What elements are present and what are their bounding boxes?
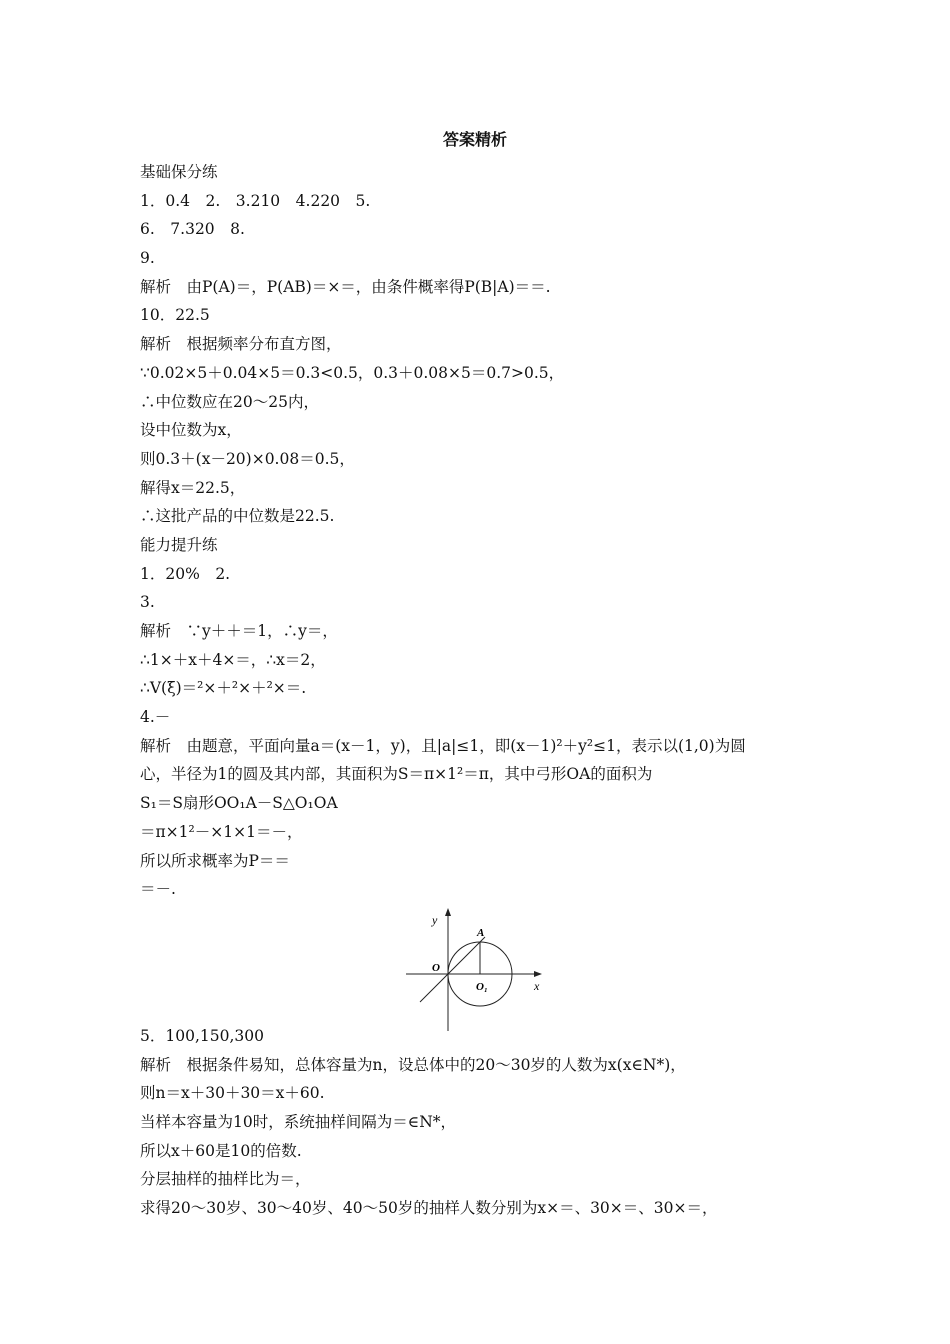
solution-line: 解析 由题意，平面向量a＝(x－1，y)，且|a|≤1，即(x－1)²＋y²≤1，表示以(1,0)为圆 bbox=[140, 736, 746, 755]
answer-line: 3. bbox=[140, 593, 155, 612]
answer-line: 6. 7.320 8. bbox=[140, 220, 245, 239]
solution-line: 则n＝x＋30＋30＝x＋60. bbox=[140, 1084, 325, 1103]
answer-line: 5．100,150,300 bbox=[140, 1027, 264, 1045]
solution-line: ∴1×＋x＋4×＝，∴x＝2， bbox=[140, 650, 326, 669]
solution-line: 所以所求概率为P＝＝ bbox=[140, 851, 290, 870]
y-axis-arrow bbox=[445, 908, 451, 916]
solution-line: 解析 根据频率分布直方图， bbox=[140, 335, 342, 354]
solution-line: ∴这批产品的中位数是22.5. bbox=[140, 507, 335, 526]
label-o1: O₁ bbox=[476, 980, 488, 993]
solution-line: ∴V(ξ)＝²×＋²×＋²×＝. bbox=[140, 679, 307, 698]
answer-block-1 bbox=[140, 158, 820, 1044]
section-heading-advanced: 能力提升练 bbox=[140, 535, 218, 554]
solution-line: ＝－. bbox=[140, 880, 176, 899]
section-heading-basic: 基础保分练 bbox=[140, 163, 218, 181]
answer-line: 1．20% 2. bbox=[140, 564, 231, 583]
solution-line: ＝π×1²－×1×1＝－， bbox=[140, 822, 303, 841]
answer-line: 4.－ bbox=[140, 708, 171, 727]
solution-line: 解析 根据条件易知，总体容量为n，设总体中的20～30岁的人数为x(x∈N*)， bbox=[140, 1055, 686, 1074]
solution-line: ∴中位数应在20～25内， bbox=[140, 392, 319, 411]
answer-line: 10．22.5 bbox=[140, 306, 210, 325]
x-axis-arrow bbox=[534, 971, 542, 977]
answer-block-2 bbox=[140, 1022, 820, 1223]
solution-line: 心，半径为1的圆及其内部，其面积为S＝π×1²＝π，其中弓形OA的面积为 bbox=[140, 765, 653, 784]
solution-line: 设中位数为x， bbox=[140, 421, 242, 440]
solution-line: 分层抽样的抽样比为＝， bbox=[140, 1170, 311, 1189]
label-x: x bbox=[534, 978, 540, 993]
answer-line: 9. bbox=[140, 249, 155, 268]
solution-line: 所以x＋60是10的倍数. bbox=[140, 1141, 302, 1160]
solution-line: 解析 由P(A)＝，P(AB)＝×＝，由条件概率得P(B|A)＝＝. bbox=[140, 277, 551, 296]
solution-line: 当样本容量为10时，系统抽样间隔为＝∈N*， bbox=[140, 1113, 457, 1132]
label-y: y bbox=[432, 912, 438, 927]
answer-line: 1．0.4 2. 3.210 4.220 5. bbox=[140, 191, 371, 210]
label-a: A bbox=[477, 926, 485, 939]
page-title: 答案精析 bbox=[442, 130, 507, 149]
solution-line: S₁＝S扇形OO₁A－S△O₁OA bbox=[140, 794, 338, 813]
solution-line: 解得x＝22.5， bbox=[140, 478, 246, 497]
solution-line: 解析 ∵y＋＋＝1，∴y＝， bbox=[140, 622, 338, 640]
circle-diagram bbox=[406, 906, 556, 1036]
solution-line: 则0.3＋(x－20)×0.08＝0.5， bbox=[140, 449, 355, 468]
label-o: O bbox=[432, 961, 440, 974]
solution-line: ∵0.02×5＋0.04×5＝0.3<0.5，0.3＋0.08×5＝0.7>0.5， bbox=[140, 363, 565, 382]
solution-line: 求得20～30岁、30～40岁、40～50岁的抽样人数分别为x×＝、30×＝、30×＝， bbox=[140, 1199, 718, 1218]
